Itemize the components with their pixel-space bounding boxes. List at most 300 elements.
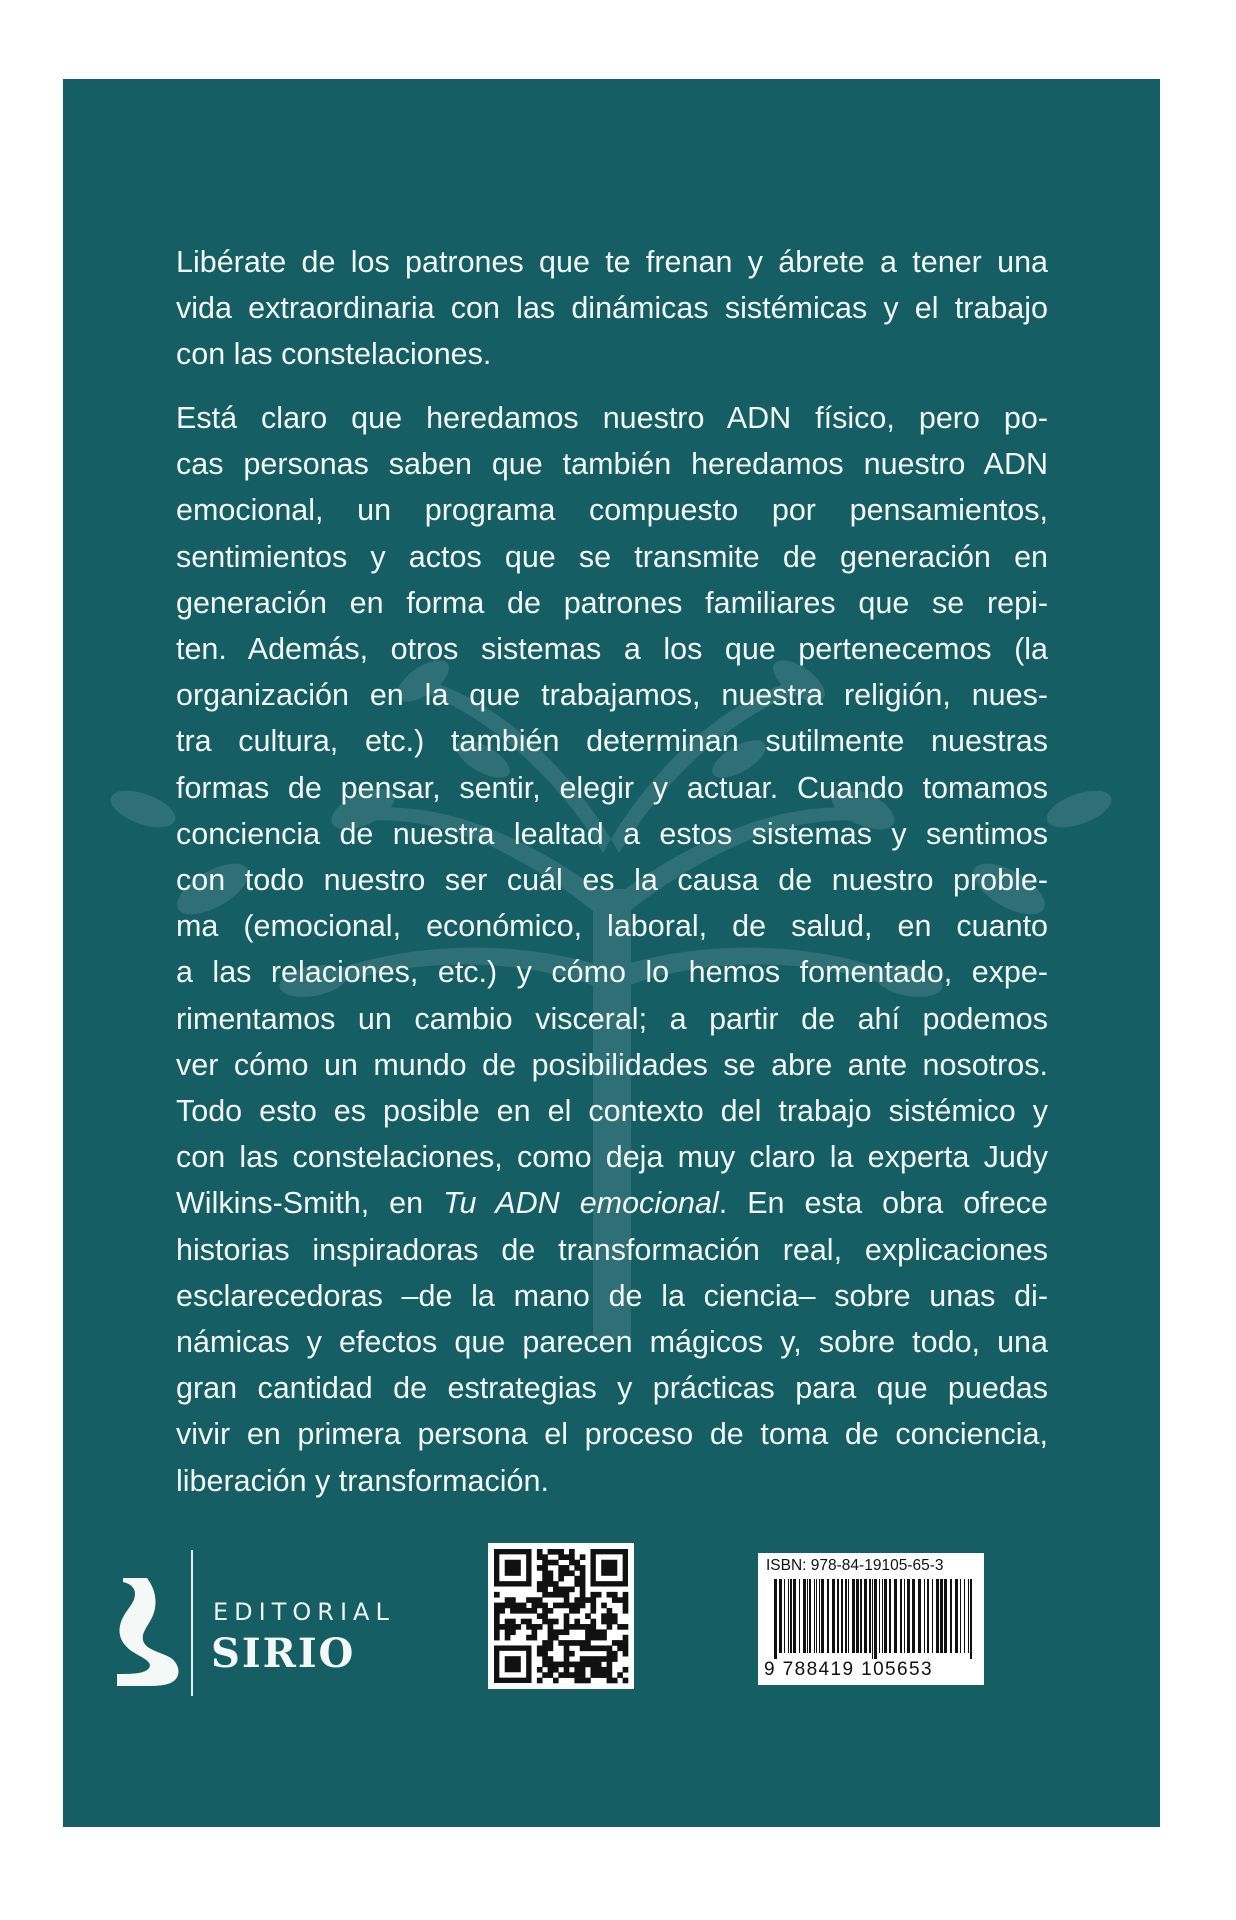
barcode-bar: [821, 1579, 824, 1653]
qr-module: [574, 1662, 580, 1668]
qr-module: [574, 1678, 580, 1684]
qr-module: [585, 1613, 591, 1619]
barcode-bar: [912, 1579, 915, 1653]
qr-module: [521, 1619, 527, 1625]
text-line: con las constelaciones, como deja muy claro la experta Judy: [176, 1140, 1048, 1175]
qr-module: [564, 1629, 570, 1635]
barcode-bar: [960, 1579, 961, 1653]
qr-module: [564, 1662, 570, 1668]
barcode-bar: [932, 1579, 933, 1653]
qr-module: [494, 1629, 500, 1635]
qr-module: [569, 1587, 575, 1593]
qr-module: [623, 1608, 629, 1614]
qr-module: [601, 1667, 607, 1673]
qr-module: [607, 1656, 613, 1662]
qr-module: [590, 1597, 596, 1603]
intro-paragraph: [176, 239, 1048, 377]
qr-module: [558, 1672, 564, 1678]
qr-module: [537, 1667, 543, 1673]
qr-module: [564, 1667, 570, 1673]
qr-module: [542, 1576, 548, 1582]
barcode-bar: [848, 1579, 849, 1653]
qr-module: [601, 1672, 607, 1678]
qr-module: [612, 1651, 618, 1657]
qr-module: [526, 1624, 532, 1630]
qr-module: [585, 1640, 591, 1646]
qr-module: [623, 1678, 629, 1684]
qr-module: [542, 1581, 548, 1587]
qr-module: [532, 1635, 538, 1641]
qr-module: [623, 1635, 629, 1641]
barcode-bar: [918, 1579, 921, 1653]
qr-module: [607, 1608, 613, 1614]
barcode-bar: [790, 1579, 792, 1653]
publisher-logo: [113, 1550, 433, 1700]
qr-module: [505, 1635, 511, 1641]
barcode-bar: [845, 1579, 847, 1653]
qr-module: [585, 1635, 591, 1641]
qr-module: [494, 1603, 500, 1609]
barcode-bar: [940, 1579, 943, 1653]
qr-module: [537, 1651, 543, 1657]
qr-module: [569, 1624, 575, 1630]
text-line: vivir en primera persona el proceso de toma de conciencia,: [176, 1417, 1048, 1452]
text-line: Está claro que heredamos nuestro ADN físico, pero po-: [176, 401, 1048, 435]
qr-module: [526, 1635, 532, 1641]
qr-module: [564, 1554, 570, 1560]
qr-module: [612, 1613, 618, 1619]
qr-module: [590, 1619, 596, 1625]
qr-module: [596, 1645, 602, 1651]
qr-module: [617, 1672, 623, 1678]
qr-module: [601, 1619, 607, 1625]
qr-module: [548, 1672, 554, 1678]
qr-module: [548, 1576, 554, 1582]
qr-module: [548, 1656, 554, 1662]
qr-module: [494, 1624, 500, 1630]
qr-module: [569, 1549, 575, 1555]
qr-module: [585, 1645, 591, 1651]
qr-module: [569, 1570, 575, 1576]
barcode-bar: [936, 1579, 939, 1653]
qr-module: [596, 1667, 602, 1673]
barcode-bar: [964, 1579, 965, 1653]
qr-module: [580, 1672, 586, 1678]
qr-module: [542, 1656, 548, 1662]
qr-module: [505, 1597, 511, 1603]
qr-module: [537, 1581, 543, 1587]
text-line: historias inspiradoras de transformación real, explicaciones: [176, 1232, 1048, 1267]
qr-module: [553, 1662, 559, 1668]
qr-module: [596, 1629, 602, 1635]
text-line: vida extraordinaria con las dinámicas sistémicas y el trabajo: [176, 291, 1048, 325]
qr-module: [542, 1587, 548, 1593]
qr-module: [612, 1640, 618, 1646]
qr-module: [515, 1624, 521, 1630]
qr-module: [537, 1587, 543, 1593]
qr-module: [548, 1624, 554, 1630]
qr-module: [537, 1597, 543, 1603]
qr-module: [564, 1613, 570, 1619]
logo-divider: [191, 1550, 193, 1696]
qr-module: [558, 1629, 564, 1635]
qr-module: [499, 1624, 505, 1630]
qr-module: [612, 1597, 618, 1603]
barcode-bar: [869, 1579, 871, 1653]
barcode-bar: [784, 1579, 785, 1653]
barcode-bars: [774, 1579, 976, 1659]
qr-module: [580, 1624, 586, 1630]
qr-module: [612, 1592, 618, 1598]
qr-module: [494, 1592, 500, 1598]
barcode-bar: [907, 1579, 910, 1653]
qr-module: [553, 1587, 559, 1593]
qr-module: [564, 1651, 570, 1657]
qr-module: [564, 1619, 570, 1625]
qr-module: [574, 1603, 580, 1609]
qr-module: [574, 1672, 580, 1678]
qr-module: [623, 1651, 629, 1657]
qr-module: [564, 1603, 570, 1609]
text-line: gran cantidad de estrategias y prácticas para que puedas: [176, 1371, 1048, 1406]
barcode-bar: [860, 1579, 862, 1653]
text-line: ten. Además, otros sistemas a los que pertenecemos (la: [176, 632, 1048, 667]
qr-module: [553, 1635, 559, 1641]
qr-module: [553, 1603, 559, 1609]
qr-module: [548, 1662, 554, 1668]
qr-module: [580, 1662, 586, 1668]
qr-module: [542, 1570, 548, 1576]
qr-module: [580, 1581, 586, 1587]
qr-module: [564, 1592, 570, 1598]
text-line: cas personas saben que también heredamos nuestro ADN: [176, 447, 1048, 482]
qr-module: [569, 1603, 575, 1609]
qr-module: [542, 1608, 548, 1614]
qr-module: [607, 1667, 613, 1673]
qr-module: [569, 1640, 575, 1646]
qr-module: [532, 1629, 538, 1635]
qr-module: [494, 1613, 500, 1619]
qr-module: [548, 1560, 554, 1566]
qr-module: [617, 1645, 623, 1651]
qr-module: [569, 1662, 575, 1668]
qr-module: [585, 1656, 591, 1662]
qr-code-icon: [488, 1543, 634, 1689]
qr-module: [510, 1603, 516, 1609]
isbn-barcode: [758, 1553, 984, 1685]
qr-module: [580, 1656, 586, 1662]
barcode-bar: [904, 1579, 905, 1653]
qr-module: [510, 1629, 516, 1635]
barcode-bar: [809, 1579, 811, 1653]
qr-module: [585, 1597, 591, 1603]
qr-module: [558, 1554, 564, 1560]
qr-module: [521, 1608, 527, 1614]
qr-module: [574, 1576, 580, 1582]
isbn-label: ISBN: 978-84-19105-65-3: [766, 1557, 944, 1574]
qr-module: [580, 1576, 586, 1582]
qr-module: [590, 1662, 596, 1668]
barcode-bar: [779, 1579, 782, 1653]
qr-module: [515, 1603, 521, 1609]
qr-module: [623, 1597, 629, 1603]
qr-module: [607, 1645, 613, 1651]
qr-module: [505, 1629, 511, 1635]
qr-module: [553, 1581, 559, 1587]
qr-module: [569, 1608, 575, 1614]
qr-module: [569, 1651, 575, 1657]
qr-module: [580, 1667, 586, 1673]
qr-module: [499, 1608, 505, 1614]
qr-module: [623, 1645, 629, 1651]
qr-module: [532, 1597, 538, 1603]
qr-module: [569, 1554, 575, 1560]
qr-module: [564, 1587, 570, 1593]
qr-module: [590, 1667, 596, 1673]
qr-module: [590, 1603, 596, 1609]
qr-module: [580, 1554, 586, 1560]
qr-module: [526, 1597, 532, 1603]
blurb: [176, 239, 1048, 1504]
qr-module: [623, 1667, 629, 1673]
qr-module: [601, 1629, 607, 1635]
qr-module: [580, 1565, 586, 1571]
text-run: . En esta obra ofrece: [718, 1186, 1048, 1221]
qr-module: [558, 1570, 564, 1576]
qr-module: [548, 1570, 554, 1576]
qr-module: [510, 1619, 516, 1625]
qr-module: [580, 1597, 586, 1603]
text-line: conciencia de nuestra lealtad a estos sistemas y sentimos: [176, 816, 1048, 851]
barcode-bar: [900, 1579, 902, 1653]
qr-module: [558, 1565, 564, 1571]
qr-module: [532, 1624, 538, 1630]
text-line: sentimientos y actos que se transmite de generación en: [176, 539, 1048, 574]
qr-module: [505, 1619, 511, 1625]
qr-module: [607, 1624, 613, 1630]
qr-module: [553, 1629, 559, 1635]
qr-module: [601, 1635, 607, 1641]
text-line: tra cultura, etc.) también determinan sutilmente nuestras: [176, 724, 1048, 759]
text-line: ver cómo un mundo de posibilidades se abre ante nosotros.: [176, 1047, 1048, 1082]
barcode-bar: [894, 1579, 897, 1653]
qr-module: [623, 1603, 629, 1609]
qr-module: [548, 1629, 554, 1635]
qr-module: [542, 1640, 548, 1646]
qr-module: [574, 1640, 580, 1646]
text-line: a las relaciones, etc.) y cómo lo hemos fomentado, expe-: [176, 955, 1048, 990]
barcode-bar: [816, 1579, 817, 1653]
qr-module: [537, 1603, 543, 1609]
barcode-bar: [944, 1579, 947, 1653]
qr-module: [542, 1560, 548, 1566]
text-line: Libérate de los patrones que te frenan y ábrete a tener una: [176, 245, 1048, 279]
qr-module: [510, 1608, 516, 1614]
qr-module: [590, 1592, 596, 1598]
qr-module: [526, 1608, 532, 1614]
text-line: rimentamos un cambio visceral; a partir de ahí podemos: [176, 1001, 1048, 1036]
qr-module: [564, 1640, 570, 1646]
qr-module: [494, 1635, 500, 1641]
qr-module: [596, 1656, 602, 1662]
barcode-bar: [970, 1579, 972, 1659]
barcode-bar: [774, 1579, 777, 1659]
qr-module: [542, 1565, 548, 1571]
qr-module: [537, 1678, 543, 1684]
qr-module: [574, 1619, 580, 1625]
qr-module: [585, 1624, 591, 1630]
qr-module: [623, 1640, 629, 1646]
qr-module: [537, 1624, 543, 1630]
qr-module: [548, 1592, 554, 1598]
text-line: esclarecedoras –de la mano de la ciencia– sobre unas di-: [176, 1278, 1048, 1313]
barcode-bar: [884, 1579, 887, 1653]
qr-module: [607, 1613, 613, 1619]
qr-module: [585, 1678, 591, 1684]
qr-module: [590, 1629, 596, 1635]
barcode-bar: [788, 1579, 789, 1653]
qr-module: [601, 1603, 607, 1609]
qr-module: [580, 1645, 586, 1651]
barcode-bar: [955, 1579, 958, 1653]
qr-module: [542, 1619, 548, 1625]
book-title: Tu ADN emocional: [443, 1186, 719, 1221]
qr-module: [601, 1656, 607, 1662]
qr-module: [617, 1624, 623, 1630]
barcode-bar: [889, 1579, 891, 1653]
qr-module: [548, 1635, 554, 1641]
text-line: liberación y transformación.: [176, 1463, 549, 1498]
qr-module: [510, 1624, 516, 1630]
qr-module: [537, 1549, 543, 1555]
qr-finder: [505, 1560, 521, 1576]
qr-module: [558, 1640, 564, 1646]
qr-module: [510, 1597, 516, 1603]
qr-module: [580, 1640, 586, 1646]
qr-module: [596, 1662, 602, 1668]
qr-module: [564, 1570, 570, 1576]
qr-module: [601, 1613, 607, 1619]
qr-module: [548, 1581, 554, 1587]
barcode-bar: [856, 1579, 859, 1653]
qr-module: [537, 1613, 543, 1619]
qr-module: [548, 1608, 554, 1614]
qr-module: [532, 1608, 538, 1614]
qr-module: [537, 1565, 543, 1571]
qr-finder: [505, 1656, 521, 1672]
qr-module: [564, 1672, 570, 1678]
qr-module: [574, 1565, 580, 1571]
qr-module: [607, 1651, 613, 1657]
qr-module: [607, 1672, 613, 1678]
body-paragraph: [176, 395, 1048, 1504]
qr-module: [607, 1619, 613, 1625]
qr-module: [548, 1640, 554, 1646]
text-line: generación en forma de patrones familiares que se repi-: [176, 585, 1048, 620]
qr-module: [558, 1576, 564, 1582]
barcode-bar: [882, 1579, 883, 1653]
publisher-label: EDITORIAL: [213, 1598, 395, 1626]
qr-module: [590, 1656, 596, 1662]
qr-module: [590, 1672, 596, 1678]
qr-module: [542, 1651, 548, 1657]
text-line: formas de pensar, sentir, elegir y actuar. Cuando tomamos: [176, 770, 1048, 805]
barcode-bar: [799, 1579, 800, 1653]
qr-module: [585, 1629, 591, 1635]
barcode-bar: [837, 1579, 839, 1653]
text-line: con las constelaciones.: [176, 337, 492, 371]
qr-module: [564, 1624, 570, 1630]
text-line: organización en la que trabajamos, nuestra religión, nues-: [176, 678, 1048, 713]
qr-module: [505, 1624, 511, 1630]
qr-module: [590, 1624, 596, 1630]
qr-module: [585, 1662, 591, 1668]
qr-module: [542, 1672, 548, 1678]
qr-module: [494, 1608, 500, 1614]
barcode-bar: [879, 1579, 880, 1653]
qr-module: [542, 1662, 548, 1668]
qr-module: [553, 1667, 559, 1673]
qr-module: [596, 1592, 602, 1598]
qr-module: [558, 1592, 564, 1598]
barcode-bar: [807, 1579, 808, 1653]
text-line: ma (emocional, económico, laboral, de salud, en cuanto: [176, 909, 1048, 944]
qr-module: [558, 1587, 564, 1593]
publisher-name: SIRIO: [211, 1630, 356, 1677]
qr-module: [542, 1554, 548, 1560]
text-line: emocional, un programa compuesto por pensamientos,: [176, 493, 1048, 528]
qr-module: [623, 1592, 629, 1598]
qr-module: [526, 1619, 532, 1625]
qr-module: [494, 1619, 500, 1625]
barcode-bar: [950, 1579, 952, 1653]
barcode-bar: [793, 1579, 796, 1653]
qr-module: [580, 1678, 586, 1684]
barcode-bar: [924, 1579, 925, 1653]
barcode-bar: [841, 1579, 843, 1653]
qr-module: [617, 1640, 623, 1646]
qr-module: [607, 1678, 613, 1684]
barcode-bar: [874, 1579, 877, 1659]
qr-module: [607, 1662, 613, 1668]
qr-module: [580, 1570, 586, 1576]
qr-module: [553, 1549, 559, 1555]
qr-module: [617, 1597, 623, 1603]
qr-module: [515, 1608, 521, 1614]
qr-module: [596, 1672, 602, 1678]
qr-module: [542, 1592, 548, 1598]
qr-module: [542, 1645, 548, 1651]
qr-module: [574, 1608, 580, 1614]
isbn-digits: 9 788419 105653: [764, 1659, 933, 1680]
qr-module: [574, 1560, 580, 1566]
qr-module: [548, 1619, 554, 1625]
qr-module: [574, 1624, 580, 1630]
qr-code: [488, 1543, 634, 1689]
qr-module: [548, 1549, 554, 1555]
qr-module: [574, 1667, 580, 1673]
barcode-bar: [927, 1579, 929, 1653]
qr-module: [564, 1597, 570, 1603]
qr-module: [537, 1554, 543, 1560]
qr-module: [537, 1645, 543, 1651]
qr-module: [548, 1667, 554, 1673]
qr-module: [596, 1635, 602, 1641]
text-line: [176, 1180, 1048, 1226]
swan-s-icon: [113, 1578, 183, 1686]
qr-module: [505, 1603, 511, 1609]
qr-module: [590, 1608, 596, 1614]
